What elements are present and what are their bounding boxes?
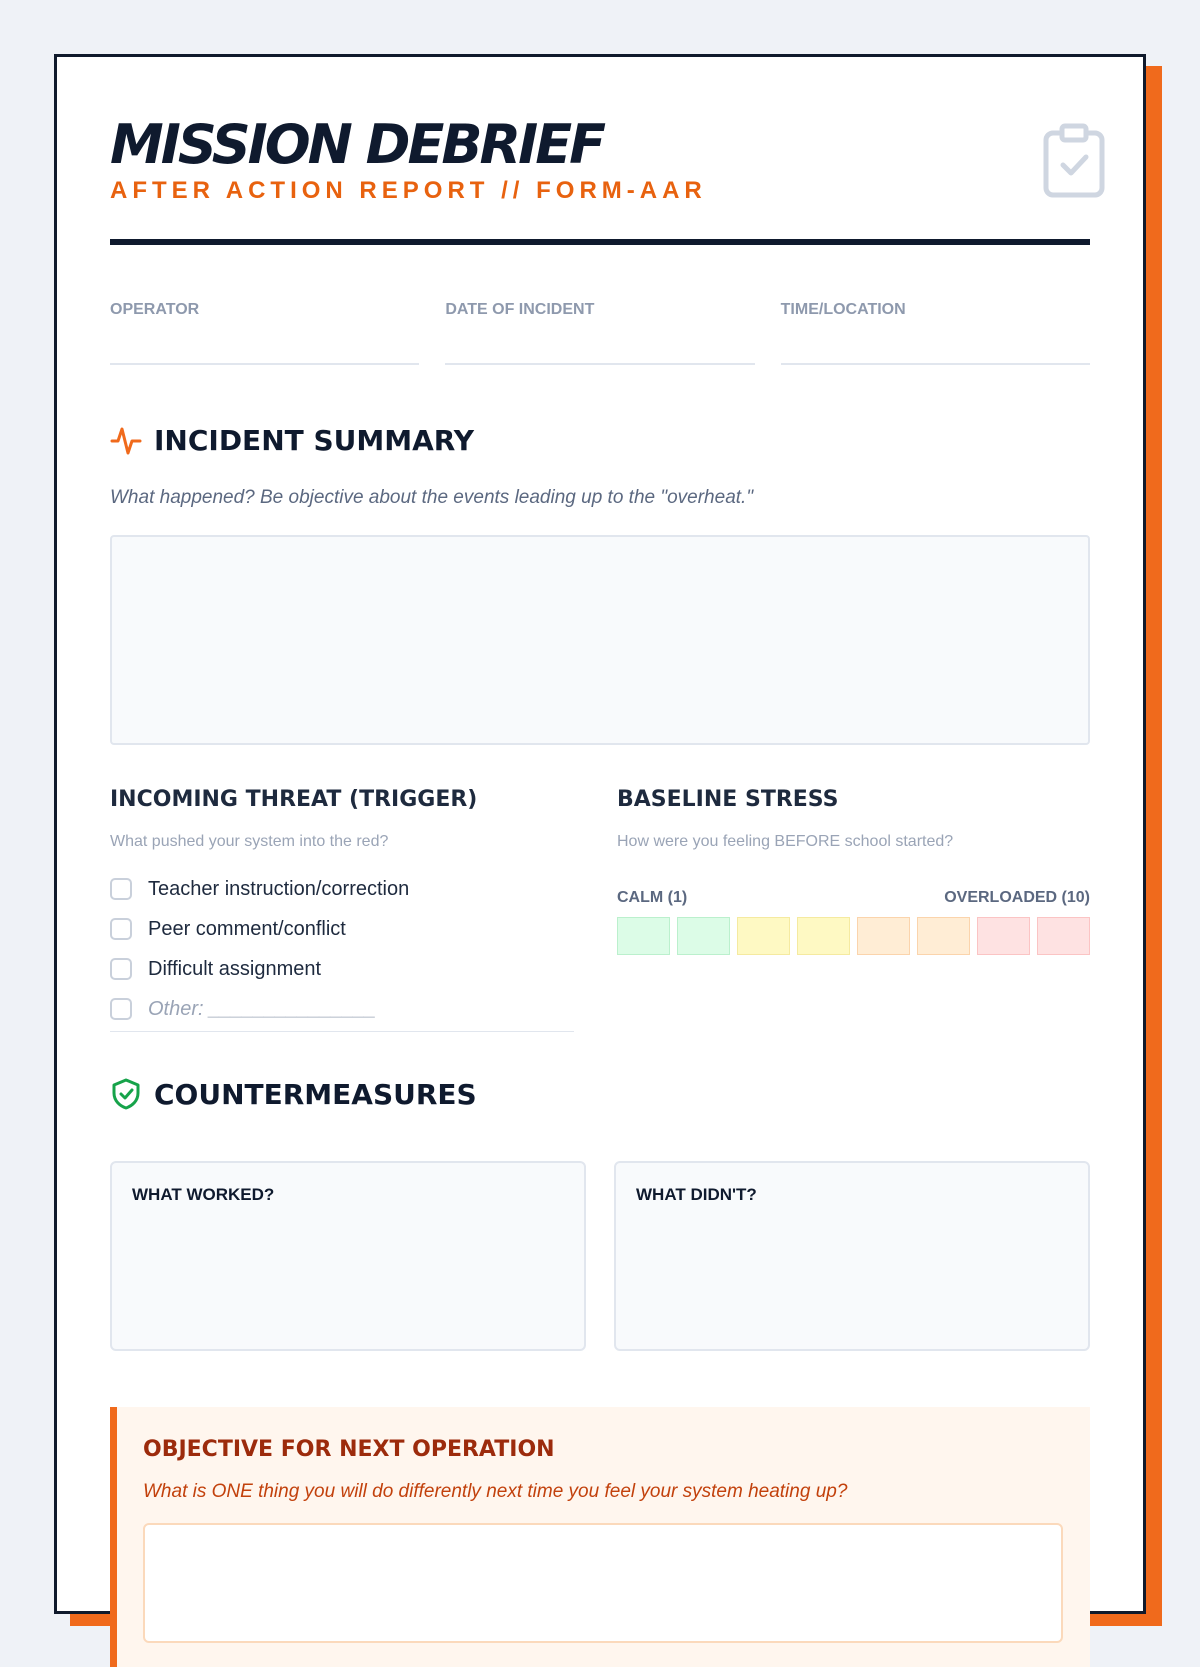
trigger-option-label: Other: _______________ — [148, 997, 376, 1020]
date-of-incident-line[interactable] — [445, 363, 754, 365]
trigger-option-label: Teacher instruction/correction — [148, 877, 410, 900]
stress-scale-cell[interactable] — [617, 917, 670, 955]
stress-scale-cell[interactable] — [737, 917, 790, 955]
stress-scale-cell[interactable] — [1037, 917, 1090, 955]
operator-line[interactable] — [110, 363, 419, 365]
meta-fields — [110, 301, 1090, 365]
baseline-stress-title: BASELINE STRESS — [617, 787, 839, 812]
countermeasures-heading — [110, 1077, 477, 1111]
trigger-title: INCOMING THREAT (TRIGGER) — [110, 787, 478, 812]
header-divider — [110, 239, 1090, 245]
next-objective-prompt: What is ONE thing you will do differently next time you feel your system heating up? — [143, 1481, 848, 1502]
checkbox[interactable] — [110, 998, 132, 1020]
checkbox[interactable] — [110, 918, 132, 940]
trigger-option-assignment[interactable] — [110, 949, 574, 989]
incident-summary-textarea[interactable] — [110, 535, 1090, 745]
incident-summary-title: INCIDENT SUMMARY — [154, 423, 475, 457]
trigger-option-teacher[interactable] — [110, 869, 574, 909]
stress-scale-labels — [617, 889, 1090, 907]
debrief-form-sheet — [54, 54, 1146, 1614]
activity-pulse-icon — [110, 423, 142, 457]
time-location-label: TIME/LOCATION — [780, 301, 906, 318]
date-of-incident-label: DATE OF INCIDENT — [445, 301, 595, 318]
trigger-subtitle: What pushed your system into the red? — [110, 833, 389, 850]
checkbox[interactable] — [110, 878, 132, 900]
what-didnt-box[interactable] — [614, 1161, 1090, 1351]
trigger-option-label: Peer comment/conflict — [148, 917, 346, 940]
baseline-stress-subtitle: How were you feeling BEFORE school started? — [617, 833, 954, 850]
checklist-divider — [110, 1031, 574, 1032]
operator-field[interactable] — [110, 301, 419, 365]
incident-summary-heading — [110, 423, 474, 457]
stress-scale-cell[interactable] — [917, 917, 970, 955]
next-objective-input[interactable] — [143, 1523, 1063, 1643]
stress-scale-cell[interactable] — [857, 917, 910, 955]
date-of-incident-field[interactable] — [445, 301, 754, 365]
trigger-option-label: Difficult assignment — [148, 957, 322, 980]
trigger-option-other[interactable] — [110, 989, 574, 1029]
stress-scale — [617, 917, 1090, 955]
stress-scale-cell[interactable] — [677, 917, 730, 955]
form-subtitle: AFTER ACTION REPORT // FORM-AAR — [110, 177, 707, 204]
trigger-option-peer[interactable] — [110, 909, 574, 949]
next-objective-panel — [110, 1407, 1090, 1667]
next-objective-title: OBJECTIVE FOR NEXT OPERATION — [143, 1437, 555, 1462]
stress-max-label: OVERLOADED (10) — [944, 889, 1090, 906]
operator-label: OPERATOR — [110, 301, 200, 318]
form-header — [110, 115, 1090, 205]
stress-min-label: CALM (1) — [617, 889, 688, 906]
time-location-line[interactable] — [781, 363, 1090, 365]
what-didnt-label: WHAT DIDN'T? — [636, 1185, 757, 1204]
checkbox[interactable] — [110, 958, 132, 980]
form-title: MISSION DEBRIEF — [110, 113, 603, 176]
what-worked-label: WHAT WORKED? — [132, 1185, 275, 1204]
time-location-field[interactable] — [781, 301, 1090, 365]
shield-check-icon — [110, 1077, 142, 1111]
stress-scale-cell[interactable] — [797, 917, 850, 955]
clipboard-check-icon — [1042, 123, 1106, 199]
countermeasures-title: COUNTERMEASURES — [154, 1077, 477, 1111]
stress-scale-cell[interactable] — [977, 917, 1030, 955]
incident-summary-prompt: What happened? Be objective about the events leading up to the "overheat." — [110, 487, 754, 508]
trigger-checklist — [110, 869, 574, 1032]
what-worked-box[interactable] — [110, 1161, 586, 1351]
